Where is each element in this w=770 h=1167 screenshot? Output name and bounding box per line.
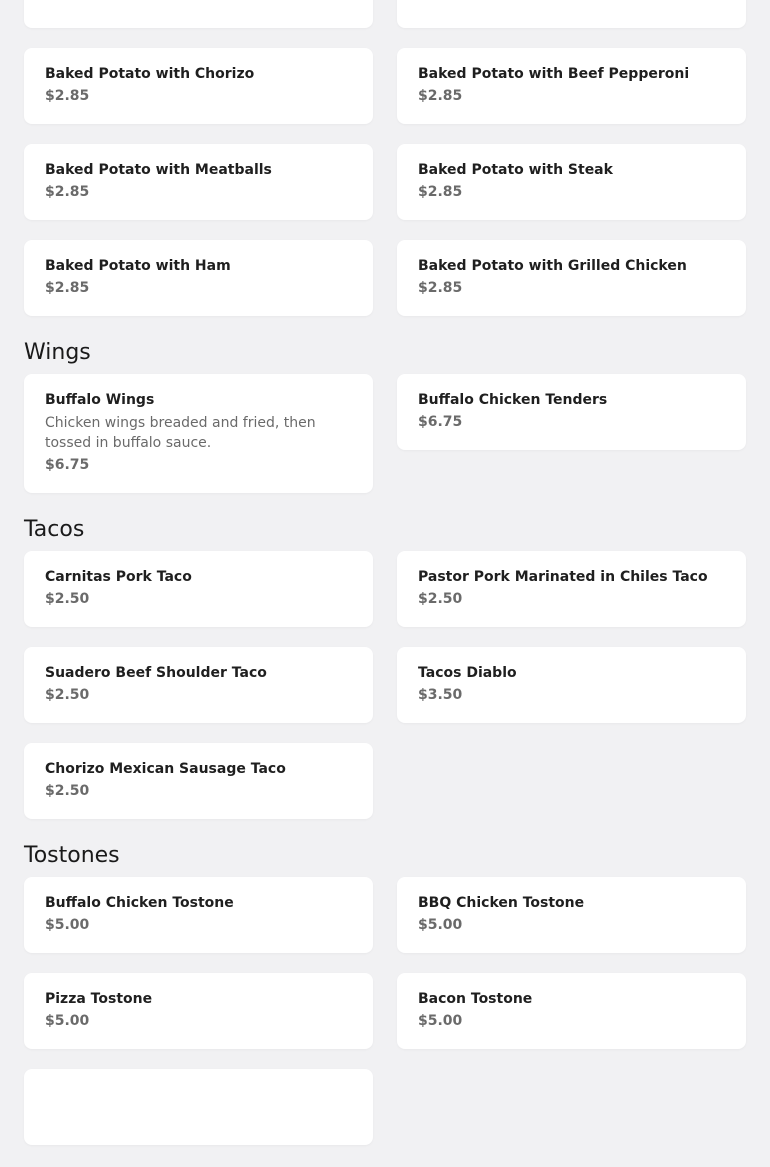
menu-item-card[interactable]: [397, 877, 746, 953]
item-price: $5.00: [418, 1013, 463, 1029]
menu-item-card[interactable]: [397, 48, 746, 124]
item-name: Baked Potato with Steak: [418, 162, 613, 178]
item-name: Baked Potato with Grilled Chicken: [418, 258, 687, 274]
item-name: Baked Potato with Ham: [45, 258, 231, 274]
item-name: Buffalo Chicken Tenders: [418, 392, 608, 408]
item-price: $2.85: [45, 280, 90, 296]
item-price: $2.85: [45, 184, 90, 200]
item-price: $2.50: [45, 591, 90, 607]
item-price: $2.50: [418, 591, 463, 607]
item-price: $5.00: [45, 1013, 90, 1029]
item-name: Buffalo Chicken Tostone: [45, 895, 234, 911]
section-title: Tacos: [24, 517, 85, 542]
section-gap: [24, 493, 746, 515]
menu-grid: [24, 0, 746, 316]
menu-item-card[interactable]: [397, 647, 746, 723]
menu-item-card[interactable]: [397, 374, 746, 450]
item-name: Pizza Tostone: [45, 991, 153, 1007]
item-name: Suadero Beef Shoulder Taco: [45, 665, 267, 681]
menu-item-card[interactable]: [24, 1069, 373, 1145]
item-name: Buffalo Wings: [45, 392, 155, 408]
item-name: Carnitas Pork Taco: [45, 569, 192, 585]
item-price: $2.50: [45, 783, 90, 799]
item-name: Tacos Diablo: [418, 665, 517, 681]
item-name: BBQ Chicken Tostone: [418, 895, 585, 911]
item-price: $2.85: [418, 88, 463, 104]
menu-item-card[interactable]: [24, 0, 373, 28]
menu-section-wings: [24, 338, 746, 493]
item-name: Bacon Tostone: [418, 991, 533, 1007]
menu-grid: [24, 877, 746, 1145]
item-name: Baked Potato with Chorizo: [45, 66, 255, 82]
section-gap: [24, 819, 746, 841]
item-description: Chicken wings breaded and fried, then tossed in buffalo sauce.: [45, 415, 316, 451]
item-price: $5.00: [45, 917, 90, 933]
menu-section: [24, 0, 746, 316]
menu-item-card[interactable]: [24, 877, 373, 953]
section-gap: [24, 316, 746, 338]
section-title: Wings: [24, 340, 91, 365]
item-price: $3.50: [418, 687, 463, 703]
item-name: Pastor Pork Marinated in Chiles Taco: [418, 569, 708, 585]
item-price: $6.75: [45, 457, 90, 473]
menu-item-card[interactable]: [397, 551, 746, 627]
menu-item-card[interactable]: [397, 973, 746, 1049]
menu-item-card[interactable]: [397, 144, 746, 220]
menu-section-tostones: [24, 841, 746, 1145]
section-gap: [24, 1145, 746, 1167]
menu-item-card[interactable]: [397, 0, 746, 28]
menu-grid: [24, 374, 746, 493]
item-price: $2.85: [418, 280, 463, 296]
item-price: $6.75: [418, 414, 463, 430]
menu-item-card[interactable]: [24, 973, 373, 1049]
menu-item-card[interactable]: [24, 374, 373, 493]
menu-item-card[interactable]: [24, 144, 373, 220]
menu-item-card[interactable]: [24, 240, 373, 316]
menu-item-card[interactable]: [24, 48, 373, 124]
item-name: Baked Potato with Beef Pepperoni: [418, 66, 690, 82]
item-price: $2.50: [45, 687, 90, 703]
section-title: Tostones: [24, 843, 120, 868]
item-price: $2.85: [418, 184, 463, 200]
menu-list: [24, 0, 746, 1167]
menu-item-card[interactable]: [24, 743, 373, 819]
menu-item-card[interactable]: [24, 647, 373, 723]
item-price: $2.85: [45, 88, 90, 104]
item-name: Chorizo Mexican Sausage Taco: [45, 761, 286, 777]
menu-grid: [24, 551, 746, 819]
item-price: $5.00: [418, 917, 463, 933]
menu-item-card[interactable]: [24, 551, 373, 627]
menu-item-card[interactable]: [397, 240, 746, 316]
menu-section-tacos: [24, 515, 746, 819]
item-name: Baked Potato with Meatballs: [45, 162, 272, 178]
